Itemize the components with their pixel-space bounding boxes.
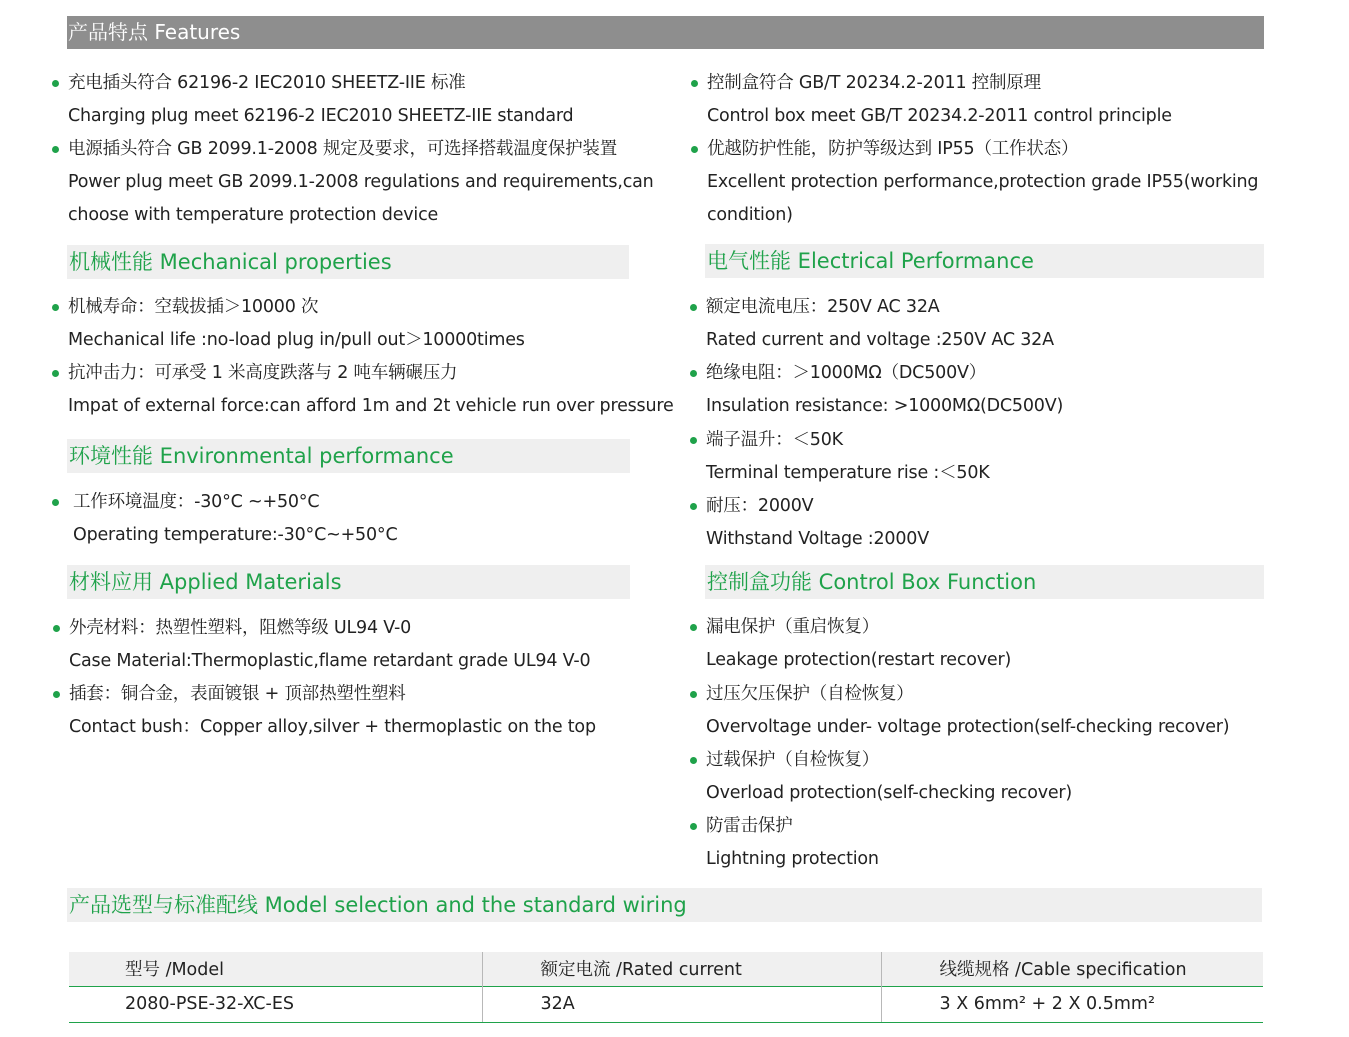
feature-zh: 控制盒符合 GB/T 20234.2-2011 控制原理 (707, 73, 1041, 93)
control-box-item (706, 611, 1011, 677)
item-zh: 漏电保护（重启恢复） (706, 617, 879, 637)
item-zh: 耐压：2000V (706, 496, 814, 516)
feature-item (707, 133, 1258, 232)
environmental-title: 环境性能 Environmental performance (67, 439, 630, 473)
bullet-icon (52, 80, 59, 87)
column-header-rated-current: 额定电流 /Rated current (482, 952, 881, 986)
feature-en: Charging plug meet 62196-2 IEC2010 SHEETZ-IIE standard (68, 106, 574, 126)
control-box-item (706, 678, 1229, 744)
bullet-icon (52, 304, 59, 311)
electrical-item (706, 424, 990, 490)
control-box-item (706, 810, 879, 876)
item-en: Mechanical life :no-load plug in/pull out＞10000times (68, 330, 525, 350)
mechanical-item (68, 291, 525, 357)
bullet-icon (690, 304, 697, 311)
feature-en-cont: choose with temperature protection device (68, 205, 439, 225)
feature-en-cont: condition) (707, 205, 793, 225)
item-zh: 过压欠压保护（自检恢复） (706, 684, 914, 704)
bullet-icon (691, 80, 698, 87)
item-en: Operating temperature:-30°C~+50°C (73, 525, 398, 545)
model-table (69, 952, 1263, 1023)
feature-zh: 优越防护性能，防护等级达到 IP55（工作状态） (707, 139, 1079, 159)
bullet-icon (52, 370, 59, 377)
item-zh: 端子温升：＜50K (706, 430, 843, 450)
control-box-title: 控制盒功能 Control Box Function (705, 565, 1264, 599)
item-en: Insulation resistance: >1000MΩ(DC500V) (706, 396, 1064, 416)
item-en: Withstand Voltage :2000V (706, 529, 930, 549)
bullet-icon (690, 757, 697, 764)
electrical-title: 电气性能 Electrical Performance (705, 244, 1264, 278)
bullet-icon (690, 503, 697, 510)
feature-en: Excellent protection performance,protection grade IP55(working (707, 172, 1259, 192)
feature-zh: 充电插头符合 62196-2 IEC2010 SHEETZ-IIE 标准 (68, 73, 466, 93)
materials-item (69, 678, 596, 744)
table-row (69, 986, 1263, 1022)
cell-rated-current: 32A (482, 986, 881, 1022)
bullet-icon (690, 691, 697, 698)
bullet-icon (690, 624, 697, 631)
bullet-icon (691, 146, 698, 153)
item-en: Overvoltage under- voltage protection(self-checking recover) (706, 717, 1230, 737)
item-zh: 机械寿命：空载拔插＞10000 次 (68, 297, 319, 317)
item-en: Rated current and voltage :250V AC 32A (706, 330, 1054, 350)
bullet-icon (53, 625, 60, 632)
feature-item (68, 133, 654, 232)
item-zh: 外壳材料：热塑性塑料，阻燃等级 UL94 V-0 (69, 618, 412, 638)
feature-zh: 电源插头符合 GB 2099.1-2008 规定及要求，可选择搭载温度保护装置 (68, 139, 618, 159)
item-en: Overload protection(self-checking recover) (706, 783, 1073, 803)
mechanical-item (68, 357, 674, 423)
item-en: Case Material:Thermoplastic,flame retardant grade UL94 V-0 (69, 651, 591, 671)
feature-item (707, 67, 1172, 133)
materials-title: 材料应用 Applied Materials (67, 565, 630, 599)
electrical-item (706, 357, 1063, 423)
feature-en: Power plug meet GB 2099.1-2008 regulations and requirements,can (68, 172, 654, 192)
environmental-item (73, 486, 397, 552)
column-header-cable-spec: 线缆规格 /Cable specification (939, 960, 1187, 981)
item-zh: 过载保护（自检恢复） (706, 750, 879, 770)
column-header-model: 型号 /Model (69, 952, 482, 986)
bullet-icon (690, 437, 697, 444)
bullet-icon (53, 691, 60, 698)
feature-item (68, 67, 573, 133)
item-en: Terminal temperature rise :＜50K (706, 463, 990, 483)
electrical-item (706, 291, 1054, 357)
item-en: Contact bush：Copper alloy,silver + thermoplastic on the top (69, 717, 596, 737)
item-zh: 绝缘电阻：＞1000MΩ（DC500V） (706, 363, 987, 383)
model-selection-title: 产品选型与标准配线 Model selection and the standard wiring (67, 888, 1262, 922)
electrical-item (706, 490, 929, 556)
cell-model: 2080-PSE-32-XC-ES (69, 986, 482, 1022)
item-en: Lightning protection (706, 849, 879, 869)
item-zh: 工作环境温度：-30°C ~+50°C (73, 492, 320, 512)
item-en: Leakage protection(restart recover) (706, 650, 1012, 670)
bullet-icon (690, 823, 697, 830)
table-header-row (69, 952, 1263, 986)
item-zh: 插套：铜合金，表面镀银 + 顶部热塑性塑料 (69, 684, 406, 704)
item-zh: 防雷击保护 (706, 816, 793, 836)
item-en: Impat of external force:can afford 1m and 2t vehicle run over pressure (68, 396, 674, 416)
bullet-icon (52, 499, 59, 506)
bullet-icon (52, 146, 59, 153)
control-box-item (706, 744, 1072, 810)
features-banner: 产品特点 Features (67, 16, 1264, 49)
item-zh: 额定电流电压：250V AC 32A (706, 297, 940, 317)
materials-item (69, 612, 590, 678)
mechanical-title: 机械性能 Mechanical properties (67, 245, 629, 279)
cell-cable-spec: 3 X 6mm² + 2 X 0.5mm² (881, 986, 1263, 1022)
feature-en: Control box meet GB/T 20234.2-2011 control principle (707, 106, 1172, 126)
item-zh: 抗冲击力：可承受 1 米高度跌落与 2 吨车辆碾压力 (68, 363, 458, 383)
bullet-icon (690, 370, 697, 377)
